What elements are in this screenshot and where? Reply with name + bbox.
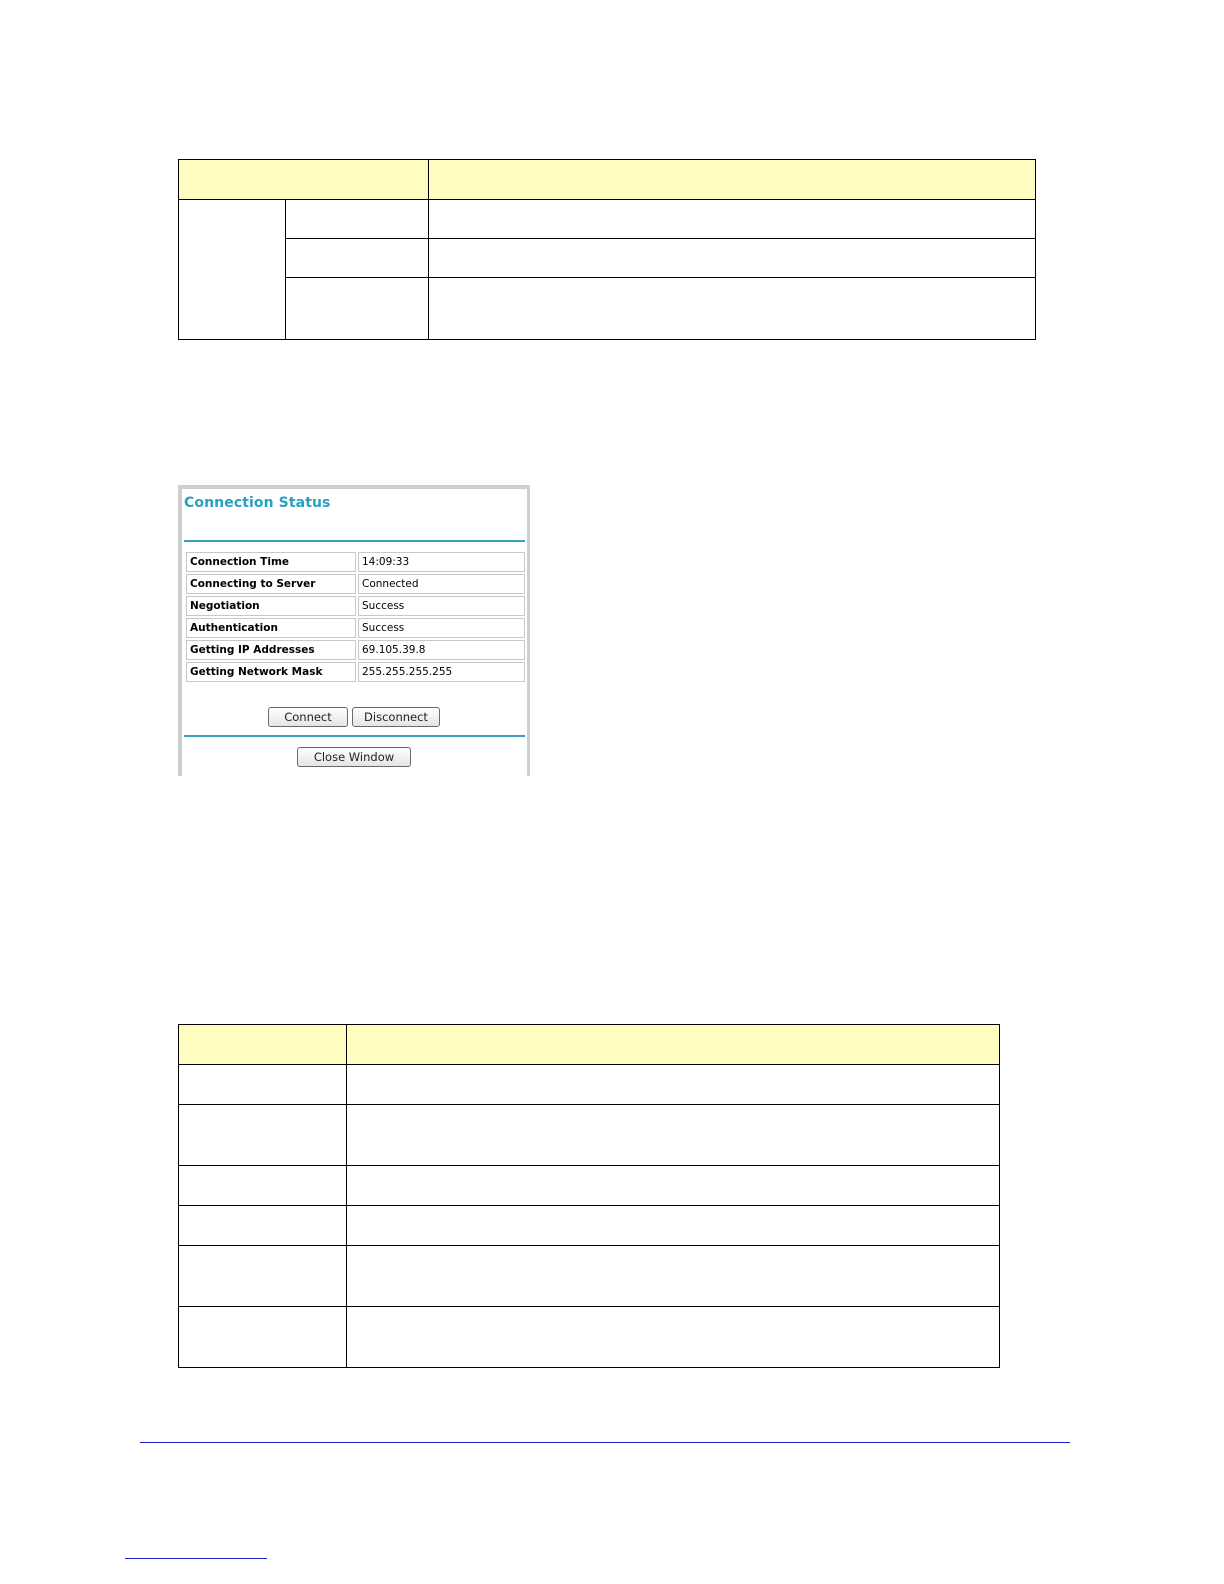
- status-row: [186, 552, 525, 572]
- status-label: Negotiation: [186, 596, 356, 616]
- table-header-row: [179, 1025, 1000, 1065]
- close-window-button[interactable]: Close Window: [297, 747, 411, 767]
- table-cell: [347, 1166, 1000, 1206]
- table-header-cell: [179, 1025, 347, 1065]
- table-cell: [179, 1166, 347, 1206]
- table-row: [179, 239, 1036, 278]
- status-value: Success: [358, 618, 525, 638]
- table-cell: [347, 1065, 1000, 1105]
- connect-button[interactable]: Connect: [268, 707, 348, 727]
- status-label: Getting IP Addresses: [186, 640, 356, 660]
- status-row: [186, 640, 525, 660]
- status-value: Connected: [358, 574, 525, 594]
- table-cell: [179, 1246, 347, 1307]
- table-cell: [179, 1105, 347, 1166]
- status-row: [186, 618, 525, 638]
- table-row: [179, 1166, 1000, 1206]
- settings-table-top: [178, 159, 1036, 340]
- footer-divider: [140, 1442, 1070, 1443]
- table-cell: [286, 278, 429, 340]
- status-label: Getting Network Mask: [186, 662, 356, 682]
- status-value: 14:09:33: [358, 552, 525, 572]
- status-label: Authentication: [186, 618, 356, 638]
- table-cell: [179, 1206, 347, 1246]
- divider: [184, 735, 525, 737]
- table-cell: [286, 200, 429, 239]
- divider: [184, 540, 525, 542]
- settings-table-bottom: [178, 1024, 1000, 1368]
- table-cell: [347, 1206, 1000, 1246]
- connection-status-title: Connection Status: [184, 495, 331, 511]
- footer-link-underline: [125, 1558, 267, 1559]
- status-label: Connecting to Server: [186, 574, 356, 594]
- table-row: [179, 1206, 1000, 1246]
- table-row: [179, 278, 1036, 340]
- table-cell: [429, 200, 1036, 239]
- table-row: [179, 1105, 1000, 1166]
- table-cell: [429, 278, 1036, 340]
- table-cell: [347, 1246, 1000, 1307]
- table-cell: [347, 1307, 1000, 1368]
- table-row: [179, 1065, 1000, 1105]
- table-row: [179, 200, 1036, 239]
- table-cell: [179, 1307, 347, 1368]
- table-header-cell: [429, 160, 1036, 200]
- table-cell: [179, 200, 286, 340]
- table-row: [179, 1246, 1000, 1307]
- status-row: [186, 596, 525, 616]
- status-row: [186, 574, 525, 594]
- table-header-row: [179, 160, 1036, 200]
- table-header-cell: [179, 160, 429, 200]
- table-header-cell: [347, 1025, 1000, 1065]
- table-row: [179, 1307, 1000, 1368]
- status-value: Success: [358, 596, 525, 616]
- table-cell: [179, 1065, 347, 1105]
- status-row: [186, 662, 525, 682]
- connection-status-window: [178, 485, 530, 776]
- connection-status-table: [184, 550, 527, 684]
- disconnect-button[interactable]: Disconnect: [352, 707, 440, 727]
- table-cell: [347, 1105, 1000, 1166]
- status-label: Connection Time: [186, 552, 356, 572]
- table-cell: [286, 239, 429, 278]
- table-cell: [429, 239, 1036, 278]
- status-value: 69.105.39.8: [358, 640, 525, 660]
- status-value: 255.255.255.255: [358, 662, 525, 682]
